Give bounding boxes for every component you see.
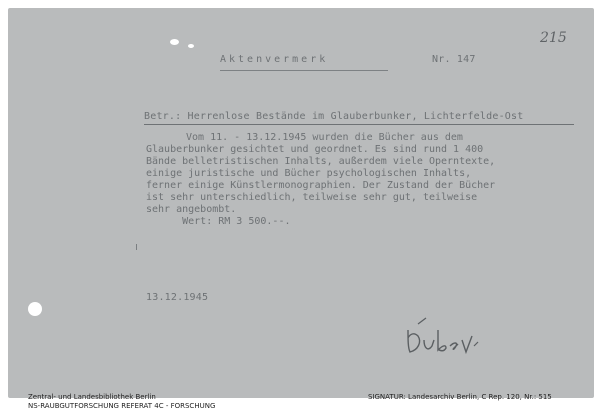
footer-signature: SIGNATUR: Landesarchiv Berlin, C Rep. 120, Nr.: 515	[368, 393, 552, 401]
heading-underline	[220, 70, 388, 71]
paper-blemish	[170, 39, 179, 45]
page-number: 215	[540, 30, 567, 46]
paper-blemish	[188, 44, 194, 48]
subject-line: Betr.: Herrenlose Bestände im Glauberbunker, Lichterfelde-Ost	[144, 111, 524, 122]
body-line: Wert: RM 3 500.--.	[146, 216, 291, 227]
signature-drawing	[404, 316, 484, 360]
handwritten-signature	[404, 316, 484, 364]
body-line: ist sehr unterschiedlich, teilweise sehr gut, teilweise	[146, 192, 478, 203]
body-line: ferner einige Künstlermonographien. Der Zustand der Bücher	[146, 180, 496, 191]
body-text	[146, 132, 566, 228]
punch-hole	[28, 302, 42, 316]
body-line: Bände belletristischen Inhalts, außerdem viele Operntexte,	[146, 156, 496, 167]
footer-institution: Zentral- und Landesbibliothek Berlin	[28, 393, 156, 401]
body-line: einige juristische und Bücher psychologischen Inhalts,	[146, 168, 472, 179]
document-number: Nr. 147	[432, 54, 476, 65]
document-date: 13.12.1945	[146, 292, 209, 303]
body-line: Glauberbunker gesichtet und geordnet. Es sind rund 1 400	[146, 144, 484, 155]
body-line: sehr angebombt.	[146, 204, 237, 215]
pencil-mark	[136, 244, 137, 250]
document-heading: Aktenvermerk	[220, 54, 329, 65]
footer-department: NS-RAUBGUTFORSCHUNG REFERAT 4C - FORSCHUNG	[28, 402, 216, 410]
subject-underline	[144, 124, 574, 125]
body-line: Vom 11. - 13.12.1945 wurden die Bücher aus dem	[186, 132, 463, 143]
